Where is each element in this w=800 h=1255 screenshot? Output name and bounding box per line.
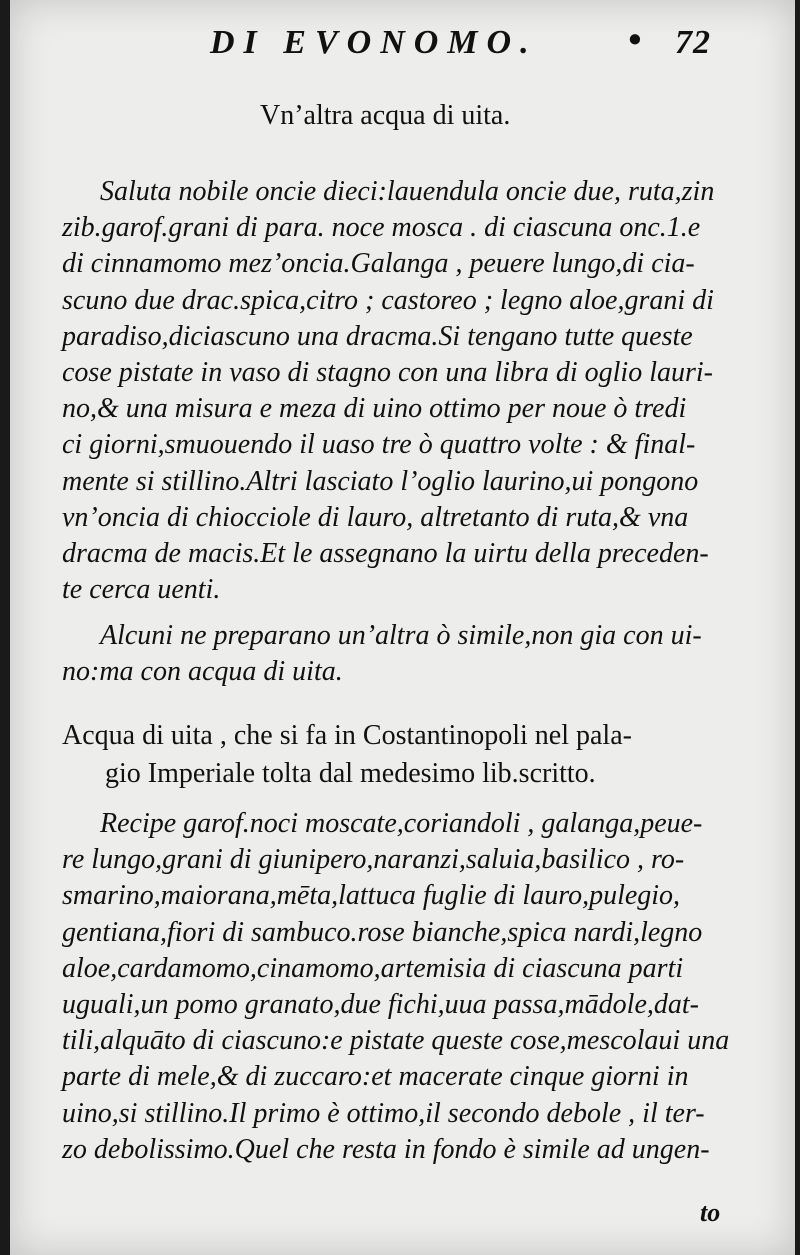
- text-line: ci giorni,smuouendo il uaso tre ò quattro volte : & final-: [62, 429, 696, 461]
- text-line: cose pistate in vaso di stagno con una libra di oglio lauri-: [62, 357, 713, 389]
- text-line: di cinnamomo mez’oncia.Galanga , peuere lungo,di cia-: [62, 248, 695, 280]
- ornament-dot: •: [628, 19, 642, 61]
- text-line: aloe,cardamomo,cinamomo,artemisia di ciascuna parti: [62, 952, 684, 984]
- text-line: uino,si stillino.Il primo è ottimo,il secondo debole , il ter-: [62, 1097, 705, 1129]
- paragraph-1: [62, 174, 772, 608]
- text-line: paradiso,diciascuno una dracma.Si tengano tutte queste: [62, 320, 693, 352]
- section-heading-1: Vn’altra acqua di uita.: [260, 100, 511, 131]
- text-line: Saluta nobile oncie dieci:lauendula oncie due, ruta,zin: [100, 176, 715, 207]
- text-line: smarino,maiorana,mēta,lattuca fuglie di lauro,pulegio,: [62, 880, 681, 912]
- section-heading-2-line-2: gio Imperiale tolta dal medesimo lib.scritto.: [105, 758, 596, 789]
- text-line: gentiana,fiori di sambuco.rose bianche,spica nardi,legno: [62, 916, 703, 948]
- paragraph-3: [62, 806, 772, 1168]
- text-line: tili,alquāto di ciascuno:e pistate queste cose,mescolaui una: [62, 1025, 730, 1057]
- text-line: vn’oncia di chiocciole di lauro, altretanto di ruta,& vna: [62, 501, 689, 533]
- running-head: [210, 19, 770, 70]
- text-line: no:ma con acqua di uita.: [62, 656, 343, 688]
- text-line: re lungo,grani di giunipero,naranzi,saluia,basilico , ro-: [62, 844, 685, 876]
- text-line: uguali,un pomo granato,due fichi,uua passa,mādole,dat-: [62, 989, 699, 1021]
- text-line: dracma de macis.Et le assegnano la uirtu della preceden-: [62, 538, 709, 570]
- book-page: [10, 0, 795, 1255]
- text-line: te cerca uenti.: [62, 574, 221, 606]
- section-heading-2-line-1: Acqua di uita , che si fa in Costantinopoli nel pala-: [62, 720, 632, 751]
- text-line: Alcuni ne preparano un’altra ò simile,non gia con ui-: [100, 620, 702, 651]
- text-line: Recipe garof.noci moscate,coriandoli , galanga,peue-: [100, 808, 703, 839]
- running-title: DI EVONOMO.: [210, 24, 538, 61]
- text-line: scuno due drac.spica,citro ; castoreo ; legno aloe,grani di: [62, 284, 714, 316]
- paragraph-2: [62, 618, 772, 690]
- text-line: mente si stillino.Altri lasciato l’oglio laurino,ui pongono: [62, 465, 699, 497]
- catchword: to: [700, 1198, 721, 1227]
- text-line: no,& una misura e meza di uino ottimo per noue ò tredi: [62, 393, 687, 425]
- text-line: zib.garof.grani di para. noce mosca . di ciascuna onc.1.e: [62, 212, 701, 244]
- text-line: parte di mele,& di zuccaro:et macerate cinque giorni in: [62, 1061, 689, 1093]
- page-number: 72: [675, 24, 711, 61]
- text-line: zo debolissimo.Quel che resta in fondo è simile ad ungen-: [62, 1133, 710, 1165]
